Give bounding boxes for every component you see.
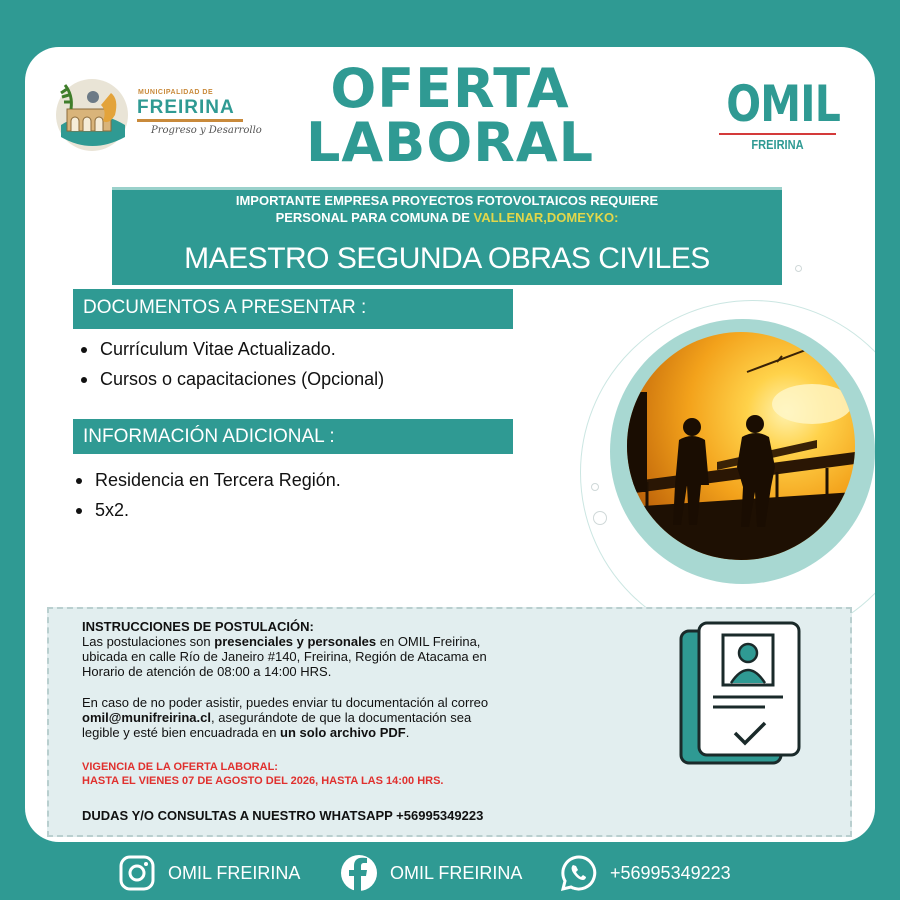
list-item: Cursos o capacitaciones (Opcional) bbox=[75, 364, 384, 394]
municipality-slogan: Progreso y Desarrollo bbox=[151, 125, 262, 136]
decorative-dot bbox=[591, 483, 599, 491]
construction-workers-photo bbox=[627, 332, 855, 560]
banner-locations: VALLENAR,DOMEYKO: bbox=[473, 210, 619, 225]
whatsapp-label: +56995349223 bbox=[610, 862, 731, 883]
list-item: Currículum Vitae Actualizado. bbox=[75, 334, 384, 364]
omil-logo-line bbox=[719, 133, 836, 135]
text-span: legible y esté bien encuadrada en bbox=[82, 725, 281, 740]
text-span: , asegurándote de que la documentación sea bbox=[210, 710, 472, 725]
title-line-2: LABORAL bbox=[305, 111, 595, 174]
additional-info-heading: INFORMACIÓN ADICIONAL : bbox=[73, 419, 513, 454]
email-link[interactable]: omil@munifreirina.cl bbox=[82, 710, 211, 725]
text-span: . bbox=[405, 725, 410, 740]
text-bold: un solo archivo PDF bbox=[280, 725, 406, 740]
municipality-name: FREIRINA bbox=[137, 97, 235, 118]
decorative-dot bbox=[795, 265, 802, 272]
job-position-banner: MAESTRO SEGUNDA OBRAS CIVILES bbox=[112, 232, 782, 285]
text-span: en OMIL Freirina, bbox=[376, 634, 481, 649]
whatsapp-icon bbox=[560, 854, 598, 892]
instructions-hours: Horario de atención de 08:00 a 14:00 HRS. bbox=[82, 664, 332, 679]
whatsapp-contact-line: DUDAS Y/O CONSULTAS A NUESTRO WHATSAPP +56995349223 bbox=[82, 808, 484, 823]
instructions-text bbox=[82, 619, 612, 823]
instructions-address: ubicada en calle Río de Janeiro #140, Freirina, Región de Atacama en bbox=[82, 649, 487, 664]
instagram-icon bbox=[118, 854, 156, 892]
flyer-card bbox=[25, 47, 875, 842]
omil-logo-subtitle: FREIRINA bbox=[751, 137, 804, 152]
documents-heading: DOCUMENTOS A PRESENTAR : bbox=[73, 289, 513, 329]
footer-whatsapp-link[interactable] bbox=[560, 853, 731, 893]
spacer bbox=[82, 740, 612, 760]
social-footer bbox=[0, 845, 900, 900]
documents-list bbox=[75, 334, 384, 394]
omil-logo-text: OMIL bbox=[726, 75, 841, 133]
workers-silhouette-icon bbox=[627, 332, 855, 560]
validity-deadline: HASTA EL VIENES 07 DE AGOSTO DEL 2026, HASTA LAS 14:00 HRS. bbox=[82, 775, 444, 787]
instructions-paragraph-2: En caso de no poder asistir, puedes enviar tu documentación al correo bbox=[82, 695, 489, 710]
list-item: Residencia en Tercera Región. bbox=[70, 465, 341, 495]
instructions-email-line bbox=[82, 710, 612, 725]
instructions-pdf-line bbox=[82, 725, 612, 740]
resume-document-icon bbox=[679, 621, 804, 771]
text-bold: presenciales y personales bbox=[214, 634, 377, 649]
text-span: Las postulaciones son bbox=[82, 634, 215, 649]
banner-line-1: IMPORTANTE EMPRESA PROYECTOS FOTOVOLTAICOS REQUIERE bbox=[235, 193, 659, 208]
footer-facebook-link[interactable] bbox=[340, 853, 522, 893]
decorative-dot bbox=[593, 511, 607, 525]
validity-heading: VIGENCIA DE LA OFERTA LABORAL: bbox=[82, 761, 278, 773]
omil-logo bbox=[715, 75, 840, 152]
facebook-label: OMIL FREIRINA bbox=[390, 862, 523, 883]
company-banner bbox=[112, 187, 782, 234]
banner-line-2 bbox=[112, 209, 782, 226]
instagram-label: OMIL FREIRINA bbox=[168, 862, 301, 883]
municipality-logo bbox=[53, 75, 262, 155]
instructions-heading: INSTRUCCIONES DE POSTULACIÓN: bbox=[82, 619, 314, 634]
instructions-paragraph-1 bbox=[82, 634, 612, 649]
logo-divider bbox=[137, 119, 243, 122]
additional-info-list bbox=[70, 465, 341, 525]
list-item: 5x2. bbox=[70, 495, 341, 525]
spacer bbox=[82, 679, 612, 695]
page-title bbox=[275, 57, 625, 174]
municipality-label: MUNICIPALIDAD DE bbox=[138, 89, 214, 96]
footer-instagram-link[interactable] bbox=[118, 853, 300, 893]
facebook-icon bbox=[340, 854, 378, 892]
application-instructions bbox=[47, 607, 852, 837]
title-line-1: OFERTA bbox=[330, 57, 570, 120]
banner-line-2-text: PERSONAL PARA COMUNA DE bbox=[275, 210, 474, 225]
municipality-seal-icon bbox=[53, 75, 131, 153]
